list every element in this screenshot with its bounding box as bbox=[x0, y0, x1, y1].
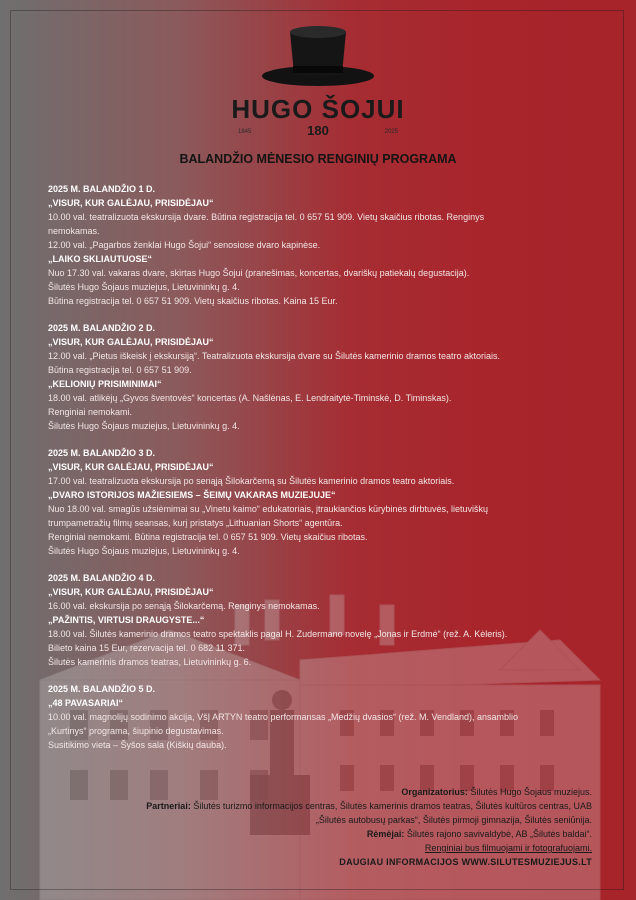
sponsors-text: Šilutės rajono savivaldybė, AB „Šilutės baldai“. bbox=[406, 829, 592, 839]
partners-text: Šilutės turizmo informacijos centras, Šilutės kamerinis dramos teatras, Šilutės kultūros centras, UAB bbox=[193, 801, 592, 811]
event-detail: 16.00 val. ekskursija po senąją Šilokarčemą. Renginys nemokamas. bbox=[48, 601, 320, 611]
sponsors-line bbox=[32, 827, 592, 841]
event-detail: 18.00 val. Šilutės kamerinio dramos teatro spektaklis pagal H. Zudermano novelę „Jonas ir Erdmė“ (rež. A. Kėleris). bbox=[48, 629, 508, 639]
event-title: „DVARO ISTORIJOS MAŽIESIEMS – ŠEIMŲ VAKARAS MUZIEJUJE“ bbox=[48, 490, 336, 500]
top-hat-icon bbox=[258, 22, 378, 92]
event-detail: Nuo 17.30 val. vakaras dvare, skirtas Hugo Šojui (pranešimas, koncertas, dvariškų patiekalų degustacija). bbox=[48, 268, 470, 278]
event-title: „VISUR, KUR GALĖJAU, PRISIDĖJAU“ bbox=[48, 198, 214, 208]
day-date: 2025 M. BALANDŽIO 4 D. bbox=[48, 573, 156, 583]
event-title: „VISUR, KUR GALĖJAU, PRISIDĖJAU“ bbox=[48, 462, 214, 472]
brand-name: HUGO ŠOJUI bbox=[231, 94, 405, 124]
event-title: „KELIONIŲ PRISIMINIMAI“ bbox=[48, 379, 162, 389]
poster-header bbox=[0, 22, 636, 141]
event-detail: trumpametražių filmų seansas, kurį pristatys „Lithuanian Shorts“ agentūra. bbox=[48, 518, 343, 528]
event-detail: Nuo 18.00 val. smagūs užsiėmimai su „Vinetu kaimo“ edukatoriais, įtraukiančios kūrybinės dirbtuvės, lietuviškų bbox=[48, 504, 489, 514]
anniversary-number: 180 bbox=[307, 123, 329, 138]
event-title: „VISUR, KUR GALĖJAU, PRISIDĖJAU“ bbox=[48, 587, 214, 597]
event-detail: Renginiai nemokami. Būtina registracija tel. 0 657 51 909. Vietų skaičius ribotas. bbox=[48, 532, 368, 542]
day-date: 2025 M. BALANDŽIO 5 D. bbox=[48, 684, 156, 694]
page-title: BALANDŽIO MĖNESIO RENGINIŲ PROGRAMA bbox=[179, 152, 457, 166]
event-detail: 12.00 val. „Pietus iškeisk į ekskursiją“. Teatralizuota ekskursija dvare su Šilutės kamerinio dramos teatro aktoriais. bbox=[48, 351, 501, 361]
event-detail: 17.00 val. teatralizuota ekskursija po senąją Šilokarčemą su Šilutės kamerinio dramos teatro aktoriais. bbox=[48, 476, 455, 486]
partners-line-2: „Šilutės autobusų parkas“, Šilutės pirmoji gimnazija, Šilutės seniūnija. bbox=[315, 815, 592, 825]
day-block bbox=[48, 446, 608, 558]
event-title: „LAIKO SKLIAUTUOSE“ bbox=[48, 254, 153, 264]
event-detail: Šilutės Hugo Šojaus muziejus, Lietuvininkų g. 4. bbox=[48, 546, 240, 556]
organizer-text: Šilutės Hugo Šojaus muziejus. bbox=[470, 787, 592, 797]
more-info-link[interactable]: DAUGIAU INFORMACIJOS WWW.SILUTESMUZIEJUS.LT bbox=[339, 857, 592, 867]
day-block bbox=[48, 682, 608, 752]
event-detail: Susitikimo vieta – Šyšos sala (Kiškių dauba). bbox=[48, 740, 227, 750]
event-detail: Šilutės Hugo Šojaus muziejus, Lietuvininkų g. 4. bbox=[48, 421, 240, 431]
event-detail: Būtina registracija tel. 0 657 51 909. Vietų skaičius ribotas. Kaina 15 Eur. bbox=[48, 296, 338, 306]
footer-credits bbox=[32, 785, 592, 869]
filming-notice: Renginiai bus filmuojami ir fotografuojami. bbox=[424, 843, 592, 853]
day-block bbox=[48, 182, 608, 308]
event-title: „48 PAVASARIAI“ bbox=[48, 698, 124, 708]
event-detail: 12.00 val. „Pagarbos ženklai Hugo Šojui“ senosiose dvaro kapinėse. bbox=[48, 240, 321, 250]
partners-label: Partneriai: bbox=[146, 801, 191, 811]
partners-line bbox=[32, 799, 592, 813]
day-block bbox=[48, 321, 608, 433]
event-title: „VISUR, KUR GALĖJAU, PRISIDĖJAU“ bbox=[48, 337, 214, 347]
event-detail: nemokamas. bbox=[48, 226, 100, 236]
year-end: 2025 bbox=[384, 129, 398, 135]
day-date: 2025 M. BALANDŽIO 3 D. bbox=[48, 448, 156, 458]
event-title: „PAŽINTIS, VIRTUSI DRAUGYSTE...“ bbox=[48, 615, 205, 625]
event-detail: Šilutės kamerinis dramos teatras, Lietuvininkų g. 6. bbox=[48, 657, 252, 667]
event-detail: Bilieto kaina 15 Eur, rezervacija tel. 0 682 11 371. bbox=[48, 643, 245, 653]
event-detail: Būtina registracija tel. 0 657 51 909. bbox=[48, 365, 192, 375]
day-date: 2025 M. BALANDŽIO 2 D. bbox=[48, 323, 156, 333]
event-program bbox=[48, 182, 608, 765]
organizer-line bbox=[32, 785, 592, 799]
event-detail: Šilutės Hugo Šojaus muziejus, Lietuvininkų g. 4. bbox=[48, 282, 240, 292]
day-block bbox=[48, 571, 608, 669]
year-start: 1845 bbox=[238, 129, 252, 135]
event-detail: 10.00 val. magnolijų sodinimo akcija, VšĮ ARTYN teatro performansas „Medžių dvasios“ (rež. M. Vendland), ansamblio bbox=[48, 712, 519, 722]
anniversary-line bbox=[238, 125, 398, 141]
event-detail: „Kurtinys“ programa, šiupinio degustavimas. bbox=[48, 726, 224, 736]
event-detail: 18.00 val. atlikėjų „Gyvos šventovės“ koncertas (A. Našlėnas, E. Lendraitytė-Timinskė, D. Timinskas). bbox=[48, 393, 452, 403]
day-date: 2025 M. BALANDŽIO 1 D. bbox=[48, 184, 156, 194]
event-detail: 10.00 val. teatralizuota ekskursija dvare. Būtina registracija tel. 0 657 51 909. Vietų skaičius ribotas. Renginys bbox=[48, 212, 485, 222]
organizer-label: Organizatorius: bbox=[401, 787, 468, 797]
sponsors-label: Rėmėjai: bbox=[366, 829, 405, 839]
event-detail: Renginiai nemokami. bbox=[48, 407, 133, 417]
